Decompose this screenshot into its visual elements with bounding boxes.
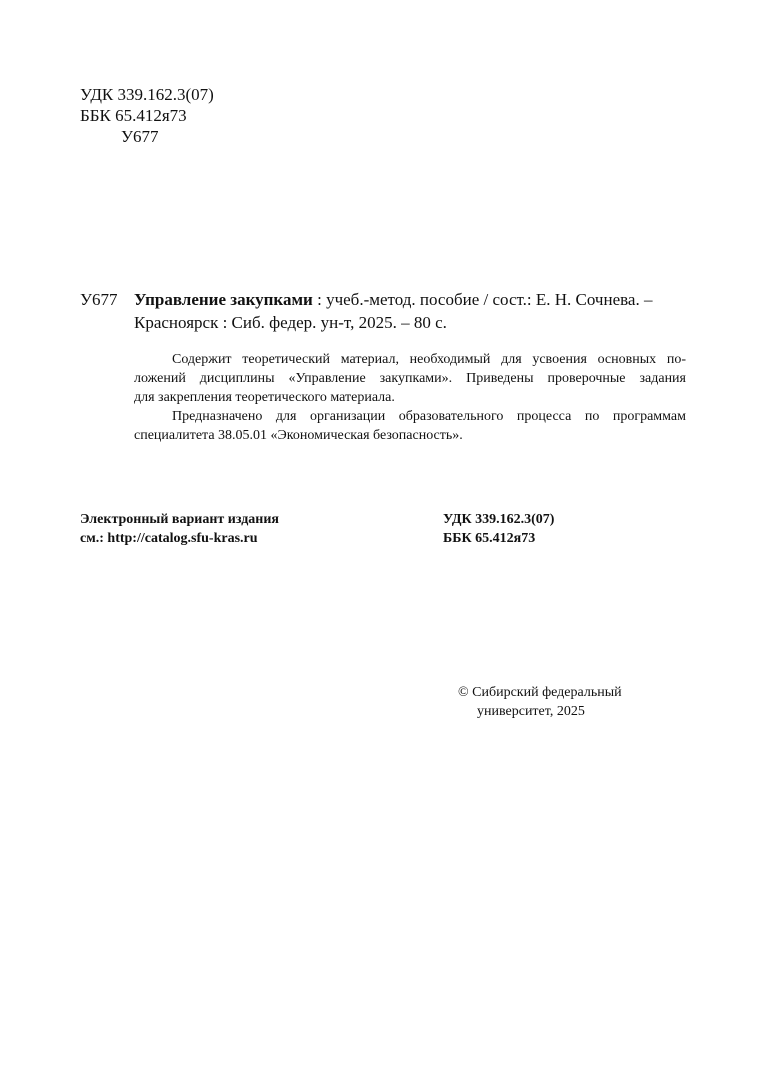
record-line-1 <box>134 289 652 311</box>
catalog-link[interactable]: см.: http://catalog.sfu-kras.ru <box>80 531 258 546</box>
footer-udk-code: УДК 339.162.3(07) <box>443 512 555 527</box>
udk-code: УДК 339.162.3(07) <box>80 85 214 104</box>
annotation-line: специалитета 38.05.01 «Экономическая безопасность». <box>134 428 463 443</box>
record-details: : учеб.-метод. пособие / сост.: Е. Н. Сочнева. – <box>312 290 653 309</box>
annotation-line: Содержит теоретический материал, необходимый для усвоения основных по- <box>172 352 686 367</box>
record-sign: У677 <box>80 290 118 309</box>
annotation-line: ложений дисциплины «Управление закупками». Приведены проверочные задания <box>134 371 686 386</box>
annotation-line: Предназначено для организации образовательного процесса по программам <box>172 409 686 424</box>
footer-bbk-code: ББК 65.412я73 <box>443 531 536 546</box>
copyright-line-2: университет, 2025 <box>477 704 585 719</box>
bbk-code: ББК 65.412я73 <box>80 106 187 125</box>
record-imprint: Красноярск : Сиб. федер. ун-т, 2025. – 80 с. <box>134 313 447 332</box>
electronic-version-label: Электронный вариант издания <box>80 512 279 527</box>
annotation-line: для закрепления теоретического материала. <box>134 390 395 405</box>
record-title: Управление закупками <box>134 290 313 309</box>
copyright-line-1: © Сибирский федеральный <box>458 685 622 700</box>
author-sign: У677 <box>121 127 159 146</box>
